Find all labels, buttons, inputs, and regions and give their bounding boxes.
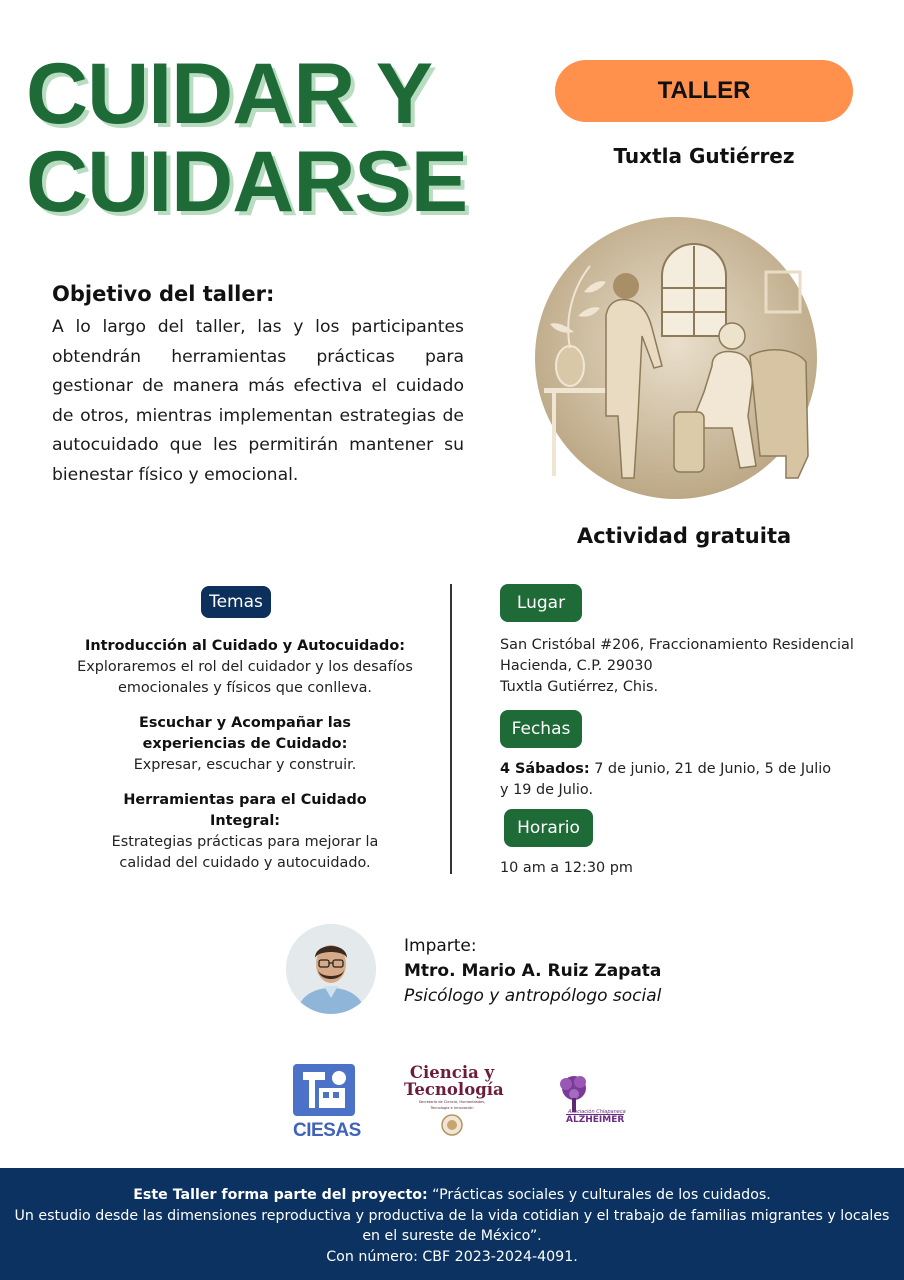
tema-item [60, 790, 430, 874]
tema-desc: Estrategias prácticas para mejorar la calidad del cuidado y autocuidado. [111, 834, 379, 871]
address-line: San Cristóbal #206, Fraccionamiento Residencial [500, 637, 854, 653]
tema-title: Introducción al Cuidado y Autocuidado: [85, 638, 405, 654]
title-line-2: CUIDARSE [26, 134, 468, 230]
alz-line-2: ALZHEIMER [566, 1115, 625, 1125]
ciesas-logo [293, 1064, 361, 1142]
alz-line-1: Asociación Chiapaneca [568, 1109, 626, 1115]
cyt-sub-2: Tecnología e Innovación [430, 1106, 474, 1111]
fechas-dates: 7 de junio, 21 de Junio, 5 de Julio [589, 761, 832, 777]
city-label: Tuxtla Gutiérrez [613, 144, 795, 168]
tema-item [60, 713, 430, 776]
address-line: Tuxtla Gutiérrez, Chis. [500, 679, 659, 695]
free-activity-label: Actividad gratuita [576, 524, 792, 548]
horario-badge: Horario [504, 809, 593, 847]
tema-desc: Exploraremos el rol del cuidador y los desafíos emocionales y físicos que conlleva. [77, 659, 413, 696]
fechas-bold: 4 Sábados: [500, 761, 590, 777]
lugar-badge: Lugar [500, 584, 582, 622]
address-line: Hacienda, C.P. 29030 [500, 658, 653, 674]
speaker-role: Psicólogo y antropólogo social [404, 986, 662, 1006]
tema-desc: Expresar, escuchar y construir. [133, 757, 357, 773]
fechas-dates-2: y 19 de Julio. [500, 782, 594, 798]
cyt-line-2: Tecnología [404, 1080, 504, 1099]
tema-title: Escuchar y Acompañar las experiencias de Cuidado: [139, 715, 351, 752]
temas-badge: Temas [201, 586, 271, 618]
column-divider [450, 584, 452, 874]
footer-line-2: Un estudio desde las dimensiones reproductiva y productiva de la vida cotidian y el trabajo de familias migrantes y locales [14, 1207, 890, 1224]
caregiver-illustration [534, 216, 818, 500]
taller-badge: TALLER [555, 60, 853, 122]
lugar-address [500, 635, 854, 698]
speaker-avatar [286, 924, 376, 1014]
footer-line-3: en el sureste de México”. [362, 1228, 542, 1244]
project-footer [0, 1168, 904, 1280]
footer-bold: Este Taller forma parte del proyecto: [133, 1187, 428, 1203]
workshop-title [26, 46, 526, 230]
cyt-sub-1: Secretaría de Ciencia, Humanidades, [418, 1100, 486, 1104]
title-line-1: CUIDAR Y [26, 46, 433, 142]
objective-heading: Objetivo del taller: [52, 282, 275, 306]
alzheimer-logo [554, 1074, 634, 1130]
temas-list [60, 636, 430, 888]
tema-title: Herramientas para el Cuidado Integral: [123, 792, 367, 829]
fechas-text [500, 759, 831, 801]
horario-text: 10 am a 12:30 pm [500, 860, 633, 876]
ciesas-wordmark: CIESAS [293, 1120, 361, 1141]
tree-icon [554, 1074, 634, 1112]
footer-line-1: “Prácticas sociales y culturales de los cuidados. [427, 1187, 771, 1203]
speaker-name: Mtro. Mario A. Ruiz Zapata [404, 961, 662, 981]
tema-item [60, 636, 430, 699]
objective-text: A lo largo del taller, las y los participantes obtendrán herramientas prácticas para gestionar de manera más efectiva el cuidado de otros, mientras implementan estrategias de autocuidado que les permitirán mantener su bienestar físico y emocional. [52, 317, 464, 485]
footer-line-4: Con número: CBF 2023-2024-4091. [326, 1248, 578, 1265]
speaker-info [404, 934, 661, 1009]
seal-icon [404, 1111, 500, 1137]
ciencia-tecnologia-logo [404, 1063, 504, 1140]
speaker-label: Imparte: [404, 936, 477, 956]
cyt-line-1: Ciencia y [409, 1063, 495, 1082]
fechas-badge: Fechas [500, 710, 582, 748]
